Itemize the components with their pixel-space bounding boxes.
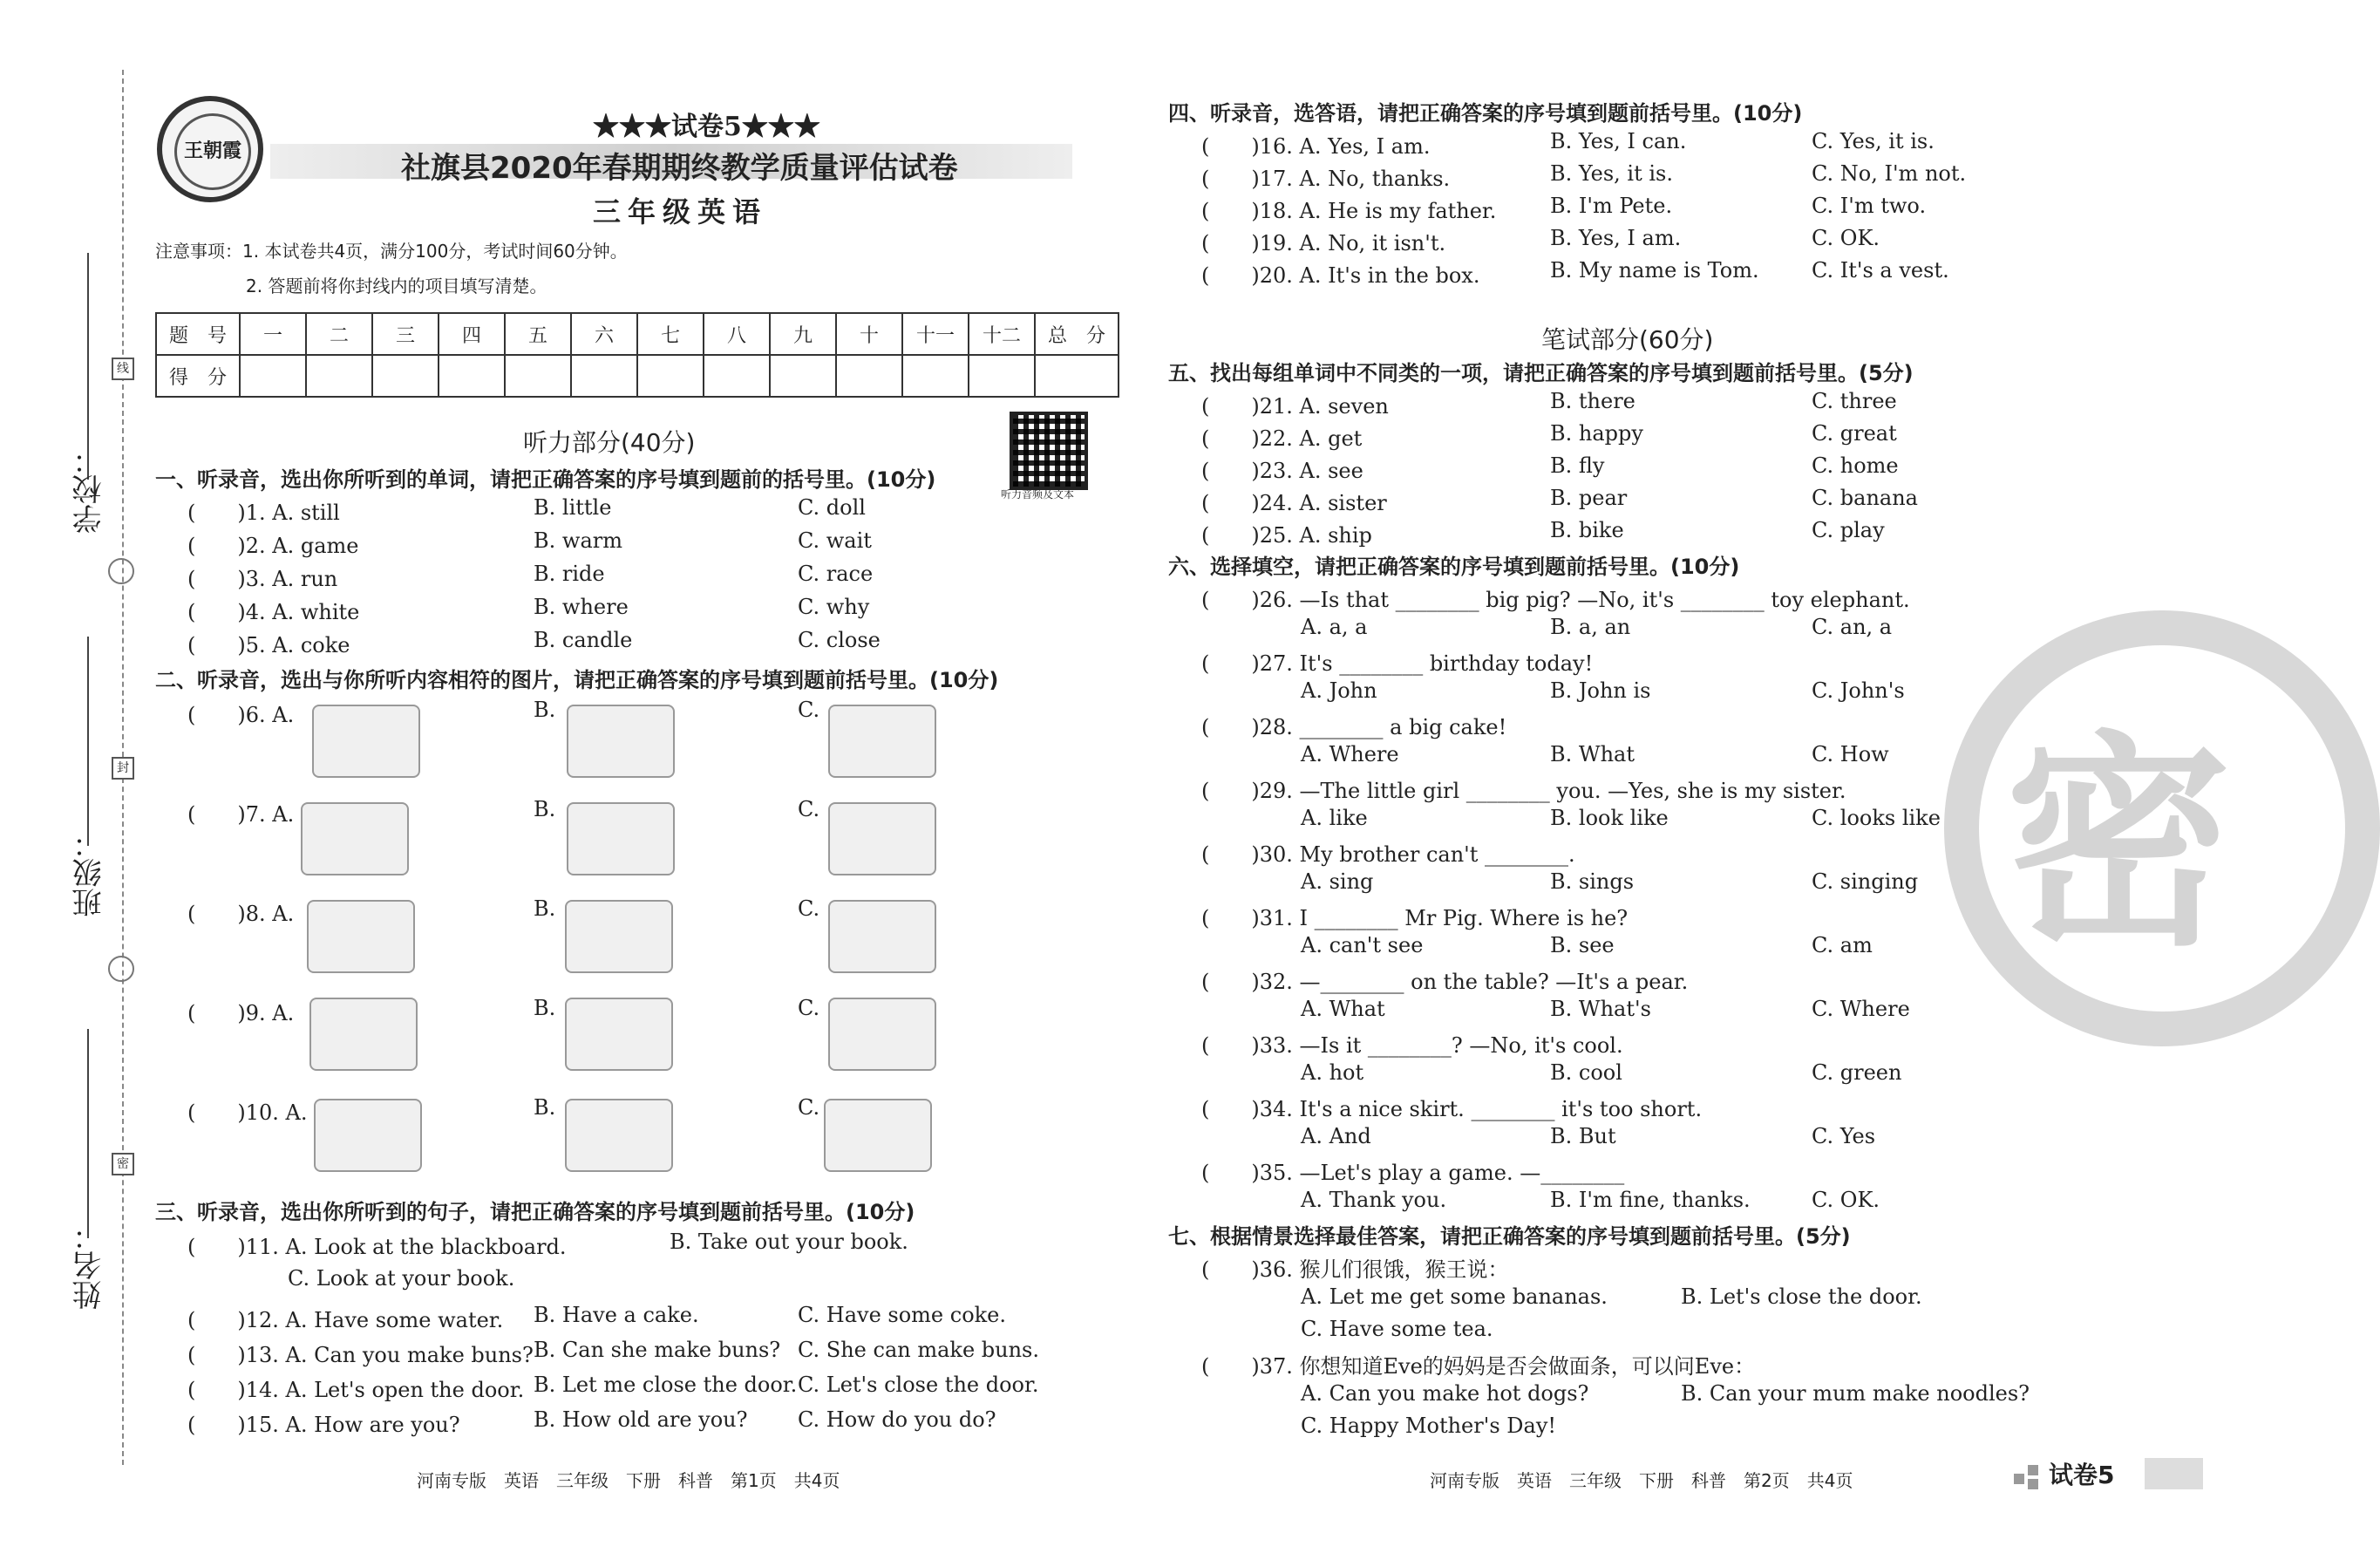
question-row: ( )33. —Is it ________? —No, it's cool.	[1201, 1033, 1623, 1058]
question-row: ( )5. A. coke	[187, 633, 350, 657]
option-b: B. little	[534, 495, 612, 520]
listening-part-title: 听力部分(40分)	[523, 428, 696, 457]
score-input-cell[interactable]	[505, 355, 571, 397]
option-b: B. John is	[1550, 678, 1651, 703]
option-b: B. see	[1550, 933, 1615, 957]
option-c: C. It's a vest.	[1812, 258, 1949, 283]
name-label: 姓名：	[72, 1221, 107, 1310]
score-row-label: 得 分	[156, 355, 240, 397]
score-input-cell[interactable]	[969, 355, 1035, 397]
question-row: ( )21. A. seven	[1201, 394, 1389, 419]
score-cell: 题 号	[156, 313, 240, 355]
buns-plate-picture	[828, 998, 936, 1071]
question-row: ( )3. A. run	[187, 567, 338, 591]
question-row: ( )1. A. still	[187, 501, 340, 525]
paper-tag: 试卷5	[2049, 1461, 2115, 1489]
option-c: C. Where	[1812, 997, 1910, 1021]
man-portrait-picture	[567, 802, 675, 875]
option-b: B.	[534, 698, 556, 722]
option-b: B. My name is Tom.	[1550, 258, 1759, 283]
tag-square-icon	[2014, 1474, 2024, 1484]
score-cell: 七	[637, 313, 704, 355]
scissor-icon	[108, 956, 134, 982]
section-5-title: 五、找出每组单词中不同类的一项，请把正确答案的序号填到题前括号里。(5分)	[1168, 361, 1914, 385]
question-row: ( )7. A.	[187, 802, 295, 827]
tag-square-icon	[2028, 1465, 2038, 1475]
score-input-cell[interactable]	[836, 355, 902, 397]
question-row: ( )10. A.	[187, 1100, 308, 1125]
option-c: C. Look at your book.	[288, 1266, 515, 1291]
section-4-title: 四、听录音，选答语，请把正确答案的序号填到题前括号里。(10分)	[1168, 101, 1803, 126]
option-a: A. a, a	[1301, 615, 1368, 639]
option-c: C. John's	[1812, 678, 1905, 703]
option-b: B. Yes, I am.	[1550, 226, 1682, 250]
option-b: B. Let's close the door.	[1681, 1284, 1922, 1309]
score-cell: 一	[240, 313, 306, 355]
option-a: A. Where	[1301, 742, 1399, 766]
question-row: ( )25. A. ship	[1201, 523, 1372, 548]
option-b: B.	[534, 797, 556, 821]
option-b: B. where	[534, 595, 629, 619]
option-c: C. three	[1812, 389, 1897, 413]
option-a: A. can't see	[1301, 933, 1424, 957]
section-6-title: 六、选择填空，请把正确答案的序号填到题前括号里。(10分)	[1168, 555, 1740, 579]
question-row: ( )28. ________ a big cake!	[1201, 715, 1507, 739]
score-input-cell[interactable]	[704, 355, 770, 397]
question-row: ( )18. A. He is my father.	[1201, 199, 1497, 223]
option-c: C. Let's close the door.	[798, 1373, 1039, 1397]
option-c: C. Have some tea.	[1301, 1317, 1493, 1341]
question-row: ( )15. A. How are you?	[187, 1413, 460, 1437]
option-c: C. looks like	[1812, 806, 1941, 830]
qr-code-icon[interactable]	[1010, 412, 1088, 490]
option-c: C. banana	[1812, 486, 1918, 510]
option-b: B. look like	[1550, 806, 1669, 830]
option-b: B. Can she make buns?	[534, 1338, 781, 1362]
question-row: ( )29. —The little girl ________ you. —Yes, she is my sister.	[1201, 779, 1846, 803]
option-b: B. Can your mum make noodles?	[1681, 1381, 2030, 1406]
option-a: A. Can you make hot dogs?	[1301, 1381, 1589, 1406]
question-row: ( )26. —Is that ________ big pig? —No, it's ________ toy elephant.	[1201, 588, 1910, 612]
class-write-line	[87, 637, 89, 846]
question-row: ( )16. A. Yes, I am.	[1201, 134, 1431, 159]
option-a: A. And	[1301, 1124, 1371, 1148]
score-cell: 八	[704, 313, 770, 355]
option-c: C.	[798, 797, 820, 821]
option-a: A. like	[1301, 806, 1368, 830]
question-row: ( )9. A.	[187, 1001, 295, 1025]
question-row: ( )35. —Let's play a game. —________	[1201, 1161, 1625, 1185]
option-b: B. Yes, it is.	[1550, 161, 1673, 186]
footer-right: 河南专版 英语 三年级 下册 科普 第2页 共4页	[1430, 1470, 1853, 1491]
score-table	[155, 312, 1119, 398]
option-b: B. candle	[534, 628, 633, 652]
hot-dog-picture	[309, 998, 418, 1071]
question-row: ( )17. A. No, thanks.	[1201, 167, 1451, 191]
question-row: ( )23. A. see	[1201, 459, 1363, 483]
section-2-title: 二、听录音，选出与你所听内容相符的图片，请把正确答案的序号填到题前括号里。(10分)	[155, 668, 999, 692]
exam-title: 社旗县2020年春期期终教学质量评估试卷	[401, 151, 958, 186]
option-b: B. What's	[1550, 997, 1651, 1021]
score-cell: 十	[836, 313, 902, 355]
tag-bar	[2145, 1458, 2203, 1489]
option-a: A. sing	[1301, 869, 1374, 894]
ship-picture	[828, 900, 936, 973]
option-b: B.	[534, 896, 556, 921]
sunny-hill-picture	[828, 705, 936, 778]
option-c: C.	[798, 698, 820, 722]
score-cell: 二	[306, 313, 372, 355]
watermark-char: 密	[2005, 713, 2232, 977]
question-row: ( )32. —________ on the table? —It's a pear.	[1201, 970, 1689, 994]
option-b: B. Take out your book.	[670, 1230, 908, 1254]
score-cell: 九	[770, 313, 836, 355]
score-cell: 五	[505, 313, 571, 355]
score-input-cell[interactable]	[902, 355, 969, 397]
option-b: B.	[534, 1095, 556, 1120]
score-cell: 总 分	[1035, 313, 1119, 355]
writing-part-title: 笔试部分(60分)	[1541, 325, 1714, 354]
question-row: ( )22. A. get	[1201, 426, 1363, 451]
question-row: ( )34. It's a nice skirt. ________ it's too short.	[1201, 1097, 1703, 1121]
brand-logo	[157, 96, 263, 202]
question-row: ( )24. A. sister	[1201, 491, 1387, 515]
logo-text: 王朝霞	[174, 113, 251, 190]
chips-box-picture	[824, 1099, 932, 1172]
option-c: C.	[798, 896, 820, 921]
score-input-cell[interactable]	[637, 355, 704, 397]
noodles-bowl-picture	[314, 1099, 422, 1172]
notes-line-2: 2. 答题前将你封线内的项目填写清楚。	[246, 276, 547, 296]
option-b: B. I'm fine, thanks.	[1550, 1188, 1751, 1212]
option-c: C. singing	[1812, 869, 1919, 894]
option-b: B. happy	[1550, 421, 1643, 446]
bus-picture	[565, 900, 673, 973]
option-c: C. Yes, it is.	[1812, 129, 1935, 153]
option-c: C. close	[798, 628, 881, 652]
score-cell: 六	[571, 313, 637, 355]
option-b: B.	[534, 996, 556, 1020]
section-3-title: 三、听录音，选出你所听到的句子，请把正确答案的序号填到题前括号里。(10分)	[155, 1200, 915, 1224]
plane-picture	[307, 900, 415, 973]
question-row: ( )8. A.	[187, 902, 295, 926]
option-a: A. Thank you.	[1301, 1188, 1447, 1212]
score-input-cell[interactable]	[770, 355, 836, 397]
question-row: ( )2. A. game	[187, 534, 359, 558]
question-row: ( )27. It's ________ birthday today!	[1201, 651, 1594, 676]
walking-boy-picture	[301, 802, 409, 875]
binding-mark-feng: 封	[112, 757, 134, 780]
snowman-picture	[567, 705, 675, 778]
scissor-icon	[108, 558, 134, 584]
option-c: C. How do you do?	[798, 1407, 996, 1432]
option-b: B. Let me close the door.	[534, 1373, 798, 1397]
qr-caption: 听力音频及文本	[1001, 488, 1075, 501]
option-c: C. Have some coke.	[798, 1303, 1007, 1327]
birthday-cake-picture	[565, 998, 673, 1071]
option-c: C. Happy Mother's Day!	[1301, 1414, 1557, 1438]
option-c: C. Yes	[1812, 1124, 1876, 1148]
paper-series: ★★★试卷5★★★	[593, 112, 820, 142]
question-row: ( )11. A. Look at the blackboard.	[187, 1235, 567, 1259]
score-table-header-row	[156, 313, 1119, 355]
question-row: ( )37. 你想知道Eve的妈妈是否会做面条，可以问Eve：	[1201, 1354, 1756, 1379]
option-c: C. great	[1812, 421, 1897, 446]
question-row: ( )14. A. Let's open the door.	[187, 1378, 525, 1402]
score-cell: 十一	[902, 313, 969, 355]
exam-subtitle: 三年级英语	[593, 195, 768, 228]
section-1-title: 一、听录音，选出你所听到的单词，请把正确答案的序号填到题前的括号里。(10分)	[155, 467, 936, 492]
option-b: B. Have a cake.	[534, 1303, 699, 1327]
score-cell: 十二	[969, 313, 1035, 355]
score-input-cell[interactable]	[439, 355, 505, 397]
option-a: A. John	[1301, 678, 1377, 703]
option-c: C. an, a	[1812, 615, 1893, 639]
score-cell: 四	[439, 313, 505, 355]
option-c: C. doll	[798, 495, 866, 520]
name-write-line	[87, 1029, 89, 1238]
section-7-title: 七、根据情景选择最佳答案，请把正确答案的序号填到题前括号里。(5分)	[1168, 1224, 1851, 1249]
option-c: C. She can make buns.	[798, 1338, 1039, 1362]
option-b: B. fly	[1550, 453, 1605, 478]
option-b: B. But	[1550, 1124, 1616, 1148]
score-input-cell[interactable]	[240, 355, 306, 397]
option-c: C. home	[1812, 453, 1899, 478]
option-a: A. What	[1301, 997, 1385, 1021]
notes-line-1: 注意事项：1. 本试卷共4页，满分100分，考试时间60分钟。	[155, 241, 628, 262]
option-a: A. hot	[1301, 1060, 1364, 1085]
option-b: B. I'm Pete.	[1550, 194, 1673, 218]
option-c: C. why	[798, 595, 870, 619]
option-b: B. ride	[534, 562, 605, 586]
question-row: ( )31. I ________ Mr Pig. Where is he?	[1201, 906, 1629, 930]
question-row: ( )13. A. Can you make buns?	[187, 1343, 534, 1367]
option-c: C.	[798, 1095, 820, 1120]
option-b: B. a, an	[1550, 615, 1631, 639]
question-row: ( )20. A. It's in the box.	[1201, 263, 1480, 288]
binding-mark-xian: 线	[112, 358, 134, 380]
option-b: B. How old are you?	[534, 1407, 748, 1432]
question-row: ( )12. A. Have some water.	[187, 1308, 504, 1332]
binding-mark-mi: 密	[112, 1153, 134, 1175]
class-label: 班级：	[72, 828, 107, 917]
school-label: 学校：	[72, 445, 107, 534]
park-scene-picture	[312, 705, 420, 778]
milk-box-picture	[565, 1099, 673, 1172]
option-b: B. Yes, I can.	[1550, 129, 1687, 153]
footer-left: 河南专版 英语 三年级 下册 科普 第1页 共4页	[417, 1470, 840, 1491]
option-c: C. OK.	[1812, 226, 1880, 250]
woman-cooking-picture	[828, 802, 936, 875]
option-b: B. cool	[1550, 1060, 1622, 1085]
option-b: B. bike	[1550, 518, 1624, 542]
score-input-cell[interactable]	[306, 355, 372, 397]
question-row: ( )30. My brother can't ________.	[1201, 842, 1575, 867]
score-cell: 三	[372, 313, 439, 355]
option-b: B. What	[1550, 742, 1635, 766]
option-b: B. warm	[534, 528, 622, 553]
tag-square-icon	[2028, 1479, 2038, 1489]
option-c: C. race	[798, 562, 874, 586]
option-c: C. wait	[798, 528, 872, 553]
question-row: ( )4. A. white	[187, 600, 360, 624]
option-c: C. No, I'm not.	[1812, 161, 1967, 186]
option-b: B. pear	[1550, 486, 1628, 510]
option-b: B. there	[1550, 389, 1635, 413]
option-b: B. sings	[1550, 869, 1635, 894]
option-c: C. green	[1812, 1060, 1902, 1085]
score-input-cell[interactable]	[571, 355, 637, 397]
question-row: ( )36. 猴儿们很饿，猴王说：	[1201, 1257, 1509, 1282]
option-c: C. I'm two.	[1812, 194, 1927, 218]
option-c: C.	[798, 996, 820, 1020]
score-input-cell[interactable]	[1035, 355, 1119, 397]
option-c: C. OK.	[1812, 1188, 1880, 1212]
question-row: ( )6. A.	[187, 703, 295, 727]
option-c: C. play	[1812, 518, 1885, 542]
option-a: A. Let me get some bananas.	[1301, 1284, 1608, 1309]
question-row: ( )19. A. No, it isn't.	[1201, 231, 1446, 255]
score-table-score-row	[156, 355, 1119, 397]
score-input-cell[interactable]	[372, 355, 439, 397]
option-c: C. How	[1812, 742, 1889, 766]
option-c: C. am	[1812, 933, 1873, 957]
